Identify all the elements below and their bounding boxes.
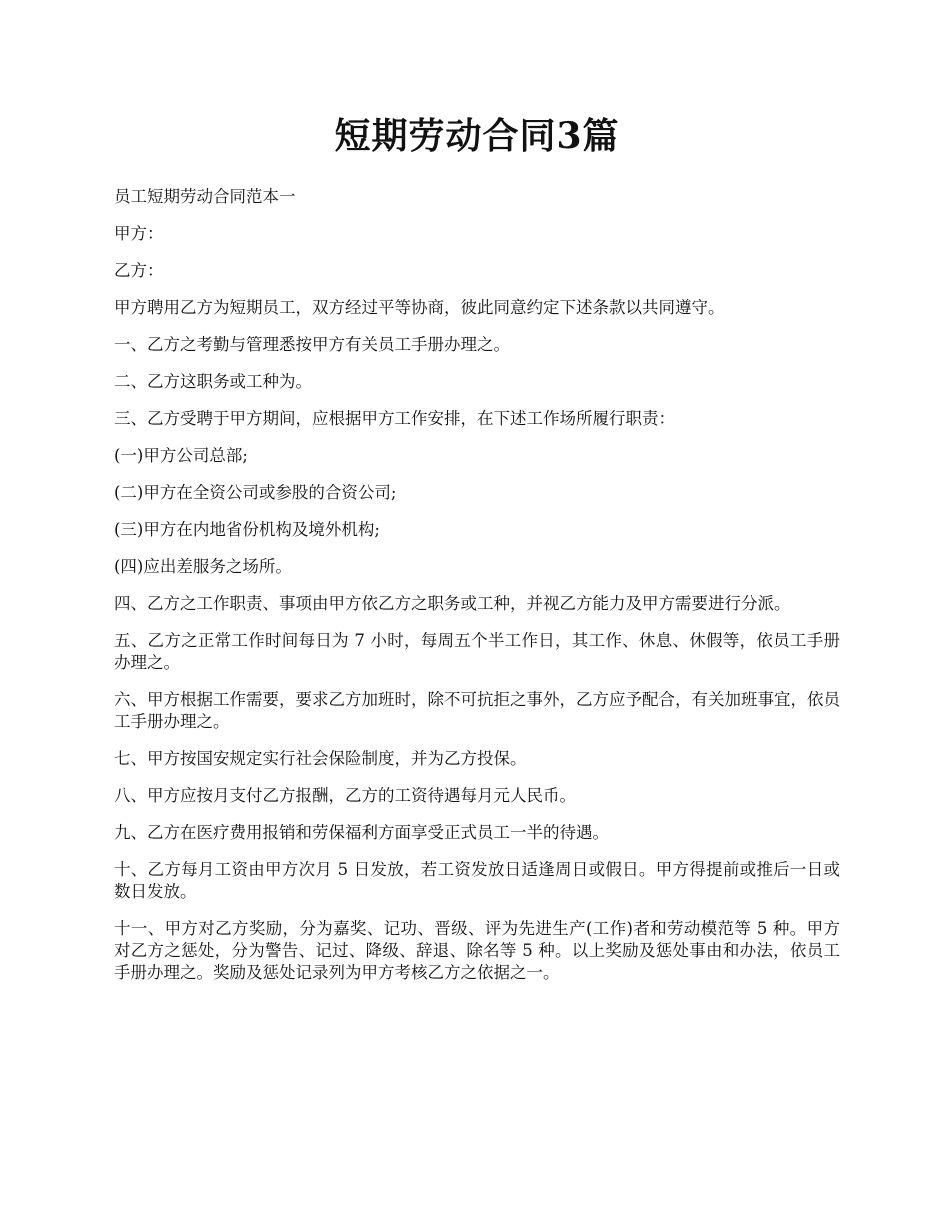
clause-3-item-4: (四)应出差服务之场所。	[114, 557, 292, 576]
clause-3: 三、乙方受聘于甲方期间，应根据甲方工作安排，在下述工作场所履行职责：	[114, 409, 675, 428]
clause-3-item-3: (三)甲方在内地省份机构及境外机构;	[114, 520, 380, 539]
document-title: 短期劳动合同3篇	[334, 115, 620, 157]
clause-1: 一、乙方之考勤与管理悉按甲方有关员工手册办理之。	[114, 335, 510, 354]
clause-11: 十一、甲方对乙方奖励，分为嘉奖、记功、晋级、评为先进生产(工作)者和劳动模范等 5 种。甲方对乙方之惩处，分为警告、记过、降级、辞退、除名等 5 种。以上奖励及惩处事由和办法，依员工手册办理之。奖励及惩处记录列为甲方考核乙方之依据之一。	[114, 919, 840, 982]
party-b-line: 乙方：	[114, 261, 164, 280]
document-page	[114, 108, 840, 999]
clause-4: 四、乙方之工作职责、事项由甲方依乙方之职务或工种，并视乙方能力及甲方需要进行分派。	[114, 594, 791, 613]
preamble-paragraph: 甲方聘用乙方为短期员工，双方经过平等协商，彼此同意约定下述条款以共同遵守。	[114, 298, 725, 317]
clause-3-item-1: (一)甲方公司总部;	[114, 446, 248, 465]
clause-10: 十、乙方每月工资由甲方次月 5 日发放，若工资发放日适逢周日或假日。甲方得提前或推后一日或数日发放。	[114, 860, 840, 901]
subtitle-paragraph: 员工短期劳动合同范本一	[114, 187, 296, 206]
clause-9: 九、乙方在医疗费用报销和劳保福利方面享受正式员工一半的待遇。	[114, 823, 609, 842]
clause-3-item-2: (二)甲方在全资公司或参股的合资公司;	[114, 483, 397, 502]
clause-5: 五、乙方之正常工作时间每日为 7 小时，每周五个半工作日，其工作、休息、休假等，依员工手册办理之。	[114, 631, 840, 672]
clause-6: 六、甲方根据工作需要，要求乙方加班时，除不可抗拒之事外，乙方应予配合，有关加班事宜，依员工手册办理之。	[114, 690, 840, 731]
clause-7: 七、甲方按国安规定实行社会保险制度，并为乙方投保。	[114, 749, 527, 768]
party-a-line: 甲方：	[114, 224, 164, 243]
clause-2: 二、乙方这职务或工种为。	[114, 372, 312, 391]
clause-8: 八、甲方应按月支付乙方报酬，乙方的工资待遇每月元人民币。	[114, 786, 576, 805]
